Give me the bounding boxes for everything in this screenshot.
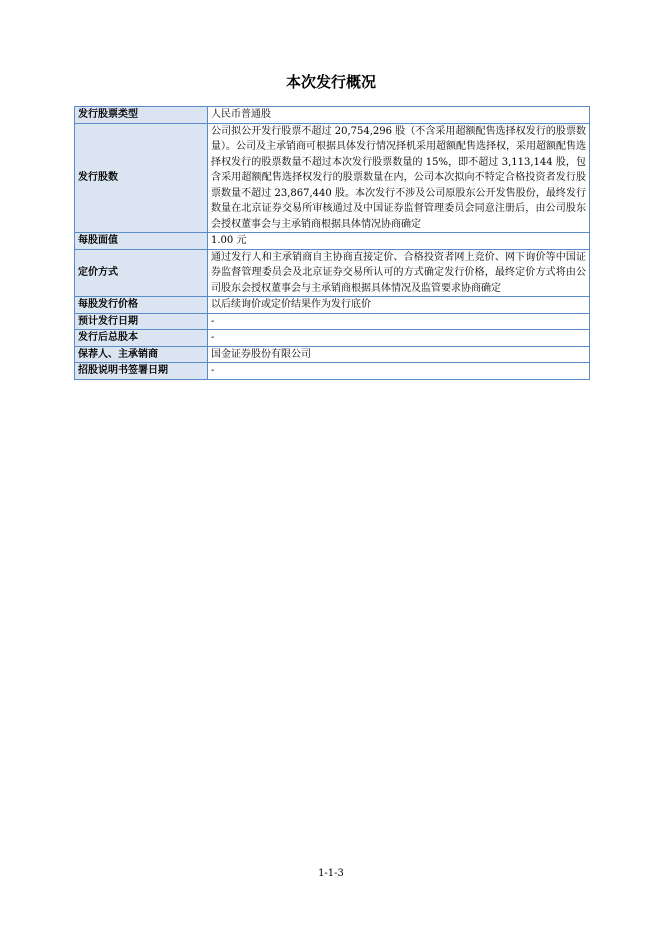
row-value: 1.00 元 (208, 233, 590, 250)
table-row (75, 297, 590, 314)
table-row (75, 313, 590, 330)
table-row (75, 330, 590, 347)
row-label: 发行股票类型 (75, 107, 208, 124)
row-value: 人民币普通股 (208, 107, 590, 124)
row-value: - (208, 313, 590, 330)
row-label: 保荐人、主承销商 (75, 346, 208, 363)
row-value: 公司拟公开发行股票不超过 20,754,296 股（不含采用超额配售选择权发行的股票数量）。公司及主承销商可根据具体发行情况择机采用超额配售选择权，采用超额配售选择权发行的股票数量不超过本次发行股票数量的 15%，即不超过 3,113,144 股，包含采用超额配售选择权发行的股票数量在内，公司本次拟向不特定合格投资者发行股票数量不超过 23,867,440 股。本次发行不涉及公司原股东公开发售股份，最终发行数量在北京证券交易所审核通过及中国证券监督管理委员会同意注册后，由公司股东会授权董事会与主承销商根据具体情况协商确定 (208, 123, 590, 233)
row-value: 以后续询价或定价结果作为发行底价 (208, 297, 590, 314)
row-value: - (208, 330, 590, 347)
row-label: 每股面值 (75, 233, 208, 250)
row-value: 通过发行人和主承销商自主协商直接定价、合格投资者网上竞价、网下询价等中国证券监督管理委员会及北京证券交易所认可的方式确定发行价格，最终定价方式将由公司股东会授权董事会与主承销商根据具体情况及监管要求协商确定 (208, 249, 590, 297)
table-row (75, 346, 590, 363)
table-row (75, 249, 590, 297)
row-label: 每股发行价格 (75, 297, 208, 314)
page-number: 1-1-3 (318, 868, 344, 879)
offering-overview-table (74, 106, 590, 380)
table-row (75, 107, 590, 124)
page-title: 本次发行概况 (285, 73, 376, 91)
table-row (75, 233, 590, 250)
row-label: 预计发行日期 (75, 313, 208, 330)
row-value: - (208, 363, 590, 380)
row-label: 定价方式 (75, 249, 208, 297)
row-label: 招股说明书签署日期 (75, 363, 208, 380)
row-label: 发行后总股本 (75, 330, 208, 347)
table-row (75, 363, 590, 380)
row-value: 国金证券股份有限公司 (208, 346, 590, 363)
table-row (75, 123, 590, 233)
row-label: 发行股数 (75, 123, 208, 233)
